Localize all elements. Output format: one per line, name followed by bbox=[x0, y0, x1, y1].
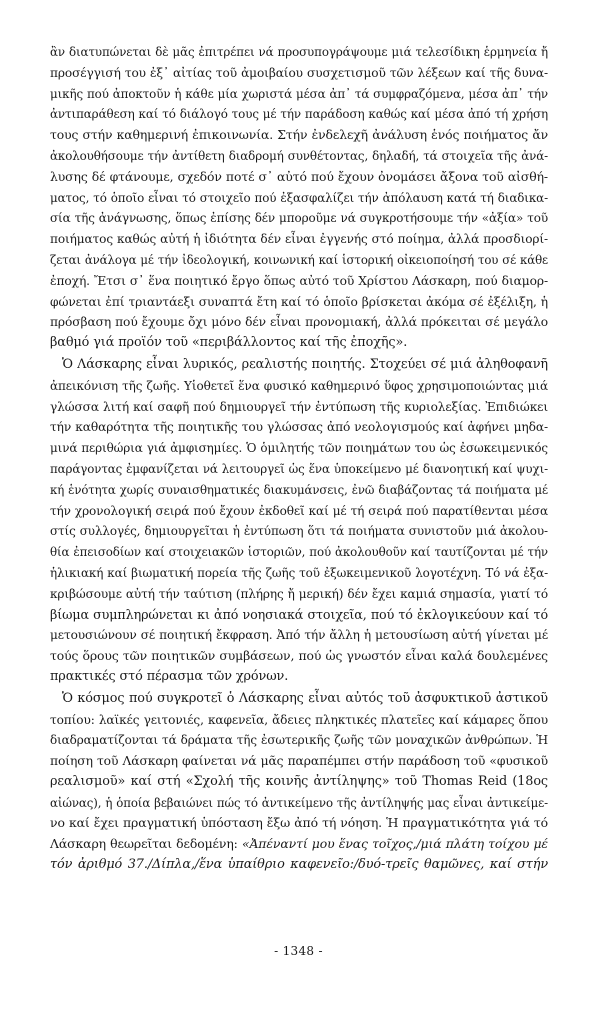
text-line: διαδραματίζονται τά δράματα τῆς ἐσωτερικῆς ζωῆς τῶν μοναχικῶν ἀνθρώπων. Ἡ bbox=[50, 733, 548, 748]
text-line: ποίηση τοῦ Λάσκαρη φαίνεται νά μᾶς παραπέμπει στήν παράδοση τοῦ «φυσικοῦ bbox=[50, 754, 548, 769]
text-line: ἡλικιακή καί βιωματική πορεία τῆς ζωῆς τοῦ ἐξωκειμενικοῦ λογοτέχνη. Τό νά ἐξα- bbox=[50, 565, 548, 580]
text-line: μετουσιώνουν σέ ποιητική ἔκφραση. Ἀπό τήν ἄλλη ἡ μετουσίωση αὐτή γίνεται μέ bbox=[50, 628, 548, 643]
quotation-line: τόν ἀριθμό 37./Δίπλα,/ἕνα ὑπαίθριο καφενεῖο:/δυό-τρεῖς θαμῶνες, καί στήν bbox=[50, 857, 548, 873]
text-line: ποιήματος καθώς αὐτή ἡ ἰδιότητα δέν εἶναι ἐγγενής στό ποίημα, ἀλλά προσδιορί- bbox=[50, 232, 548, 247]
text-line: πρόσβαση πού ἔχουμε ὄχι μόνο δέν εἶναι προνομιακή, ἀλλά πρόκειται σέ μεγάλο bbox=[50, 315, 548, 330]
text-line: ἂν διατυπώνεται δὲ μᾶς ἐπιτρέπει νά προσυπογράψουμε μιά τελεσίδικη ἑρμηνεία ἤ bbox=[50, 45, 548, 59]
quotation-fragment: «Ἀπέναντί μου ἕνας τοῖχος,/μιά πλάτη τοίχου μέ bbox=[241, 836, 548, 852]
text-line: νο καί ἔχει πραγματική ὑπόσταση ἔξω ἀπό τή νόηση. Ἡ πραγματικότητα γιά τό bbox=[50, 815, 548, 831]
text-line: τήν καθαρότητα τῆς ποιητικῆς του γλώσσας ἀπό νεολογισμούς καί ἀφήνει μηδα- bbox=[50, 420, 548, 435]
body-text bbox=[50, 42, 548, 876]
page-number: - 1348 - bbox=[274, 944, 323, 958]
text-line: κή ἑνότητα χωρίς συναισθηματικές διακυμάνσεις, ἐνῶ διαβάζοντας τά ποιήματα μέ bbox=[50, 482, 548, 497]
plain-fragment: Λάσκαρη θεωρεῖται δεδομένη: bbox=[50, 836, 242, 852]
text-line: τήν χρονολογική σειρά πού ἔχουν ἐκδοθεῖ καί μέ τή σειρά πού παρατίθενται μέσα bbox=[50, 503, 548, 518]
text-line: τοπίου: λαϊκές γειτονιές, καφενεῖα, ἄδειες πληκτικές πλατεῖες καί κάμαρες ὅπου bbox=[50, 712, 548, 727]
text-line: ρεαλισμοῦ» καί στή «Σχολή τῆς κοινῆς ἀντίληψης» τοῦ Thomas Reid (18ος bbox=[50, 773, 548, 789]
text-line: πρακτικές στό πέρασμα τῶν χρόνων. bbox=[50, 668, 289, 684]
paragraph-2 bbox=[50, 355, 548, 688]
text-line: τούς ὅρους τῶν ποιητικῶν συμβάσεων, πού ὡς γνωστόν εἶναι καλά δουλεμένες bbox=[50, 648, 548, 664]
text-line: μινά περιθώρια γιά ἀμφισημίες. Ὁ ὁμιλητής τῶν ποιημάτων του ὡς ἐσωκειμενικός bbox=[50, 441, 548, 456]
text-line: στίς συλλογές, δημιουργεῖται ἡ ἐντύπωση ὅτι τά ποιήματα συνιστοῦν μιά ἀκολου- bbox=[50, 524, 548, 539]
text-line: μικῆς πού ἀποκτοῦν ἡ κάθε μία χωριστά μέσα ἀπ᾽ τά συμφραζόμενα, μέσα ἀπ᾽ τήν bbox=[50, 86, 548, 101]
text-line: ἀπεικόνιση τῆς ζωῆς. Υἱοθετεῖ ἕνα φυσικό καθημερινό ὕφος χρησιμοποιώντας μιά bbox=[50, 378, 548, 393]
text-line: σία τῆς ἀνάγνωσης, ὅπως ἐπίσης δέν μποροῦμε νά συγκροτήσουμε τήν «ἀξία» τοῦ bbox=[50, 211, 548, 226]
text-line: γλώσσα λιτή καί σαφῆ πού δημιουργεῖ τήν ἐντύπωση τῆς κυριολεξίας. Ἐπιδιώκει bbox=[50, 399, 548, 414]
text-line: Ὁ κόσμος πού συγκροτεῖ ὁ Λάσκαρης εἶναι αὐτός τοῦ ἀσφυκτικοῦ ἀστικοῦ bbox=[62, 690, 548, 706]
text-line: ἐποχή. Ἔτσι σ᾽ ἕνα ποιητικό ἔργο ὅπως αὐτό τοῦ Χρίστου Λάσκαρη, πού διαμορ- bbox=[50, 273, 548, 288]
text-line: βίωμα συμπληρώνεται κι ἀπό νοησιακά στοιχεῖα, πού τό ἐκλογικεύουν καί τό bbox=[50, 606, 548, 622]
text-line: ματος, τό ὁποῖο εἶναι τό στοιχεῖο πού ἐξασφαλίζει τήν ἀπόλαυση κατά τή διαδικα- bbox=[50, 190, 548, 205]
paragraph-3 bbox=[50, 689, 548, 876]
text-line: βαθμό γιά προϊόν τοῦ «περιβάλλοντος καί τῆς ἐποχῆς». bbox=[50, 335, 408, 351]
text-line: τους στήν καθημερινή ἐπικοινωνία. Στήν ἐνδελεχῆ ἀνάλυση ἑνός ποιήματος ἄν bbox=[50, 127, 548, 143]
text-line: ζεται ἀνάλογα μέ τήν ἰδεολογική, κοινωνική καί ἱστορική οἰκειοποίησή του σέ κάθε bbox=[50, 252, 548, 267]
text-line: φώνεται ἐπί τριαντάεξι συναπτά ἔτη καί τό ὁποῖο βρίσκεται ἀκόμα σέ ἐξέλιξη, ἡ bbox=[50, 294, 548, 309]
text-line: Ὁ Λάσκαρης εἶναι λυρικός, ρεαλιστής ποιητής. Στοχεύει σέ μιά ἀληθοφανῆ bbox=[62, 356, 548, 372]
text-line-mixed bbox=[50, 834, 548, 855]
text-line: κριβώσουμε αὐτή τήν ταύτιση (πλήρης ἤ μερική) δέν ἔχει καμιά σημασία, γιατί τό bbox=[50, 586, 548, 601]
text-line: ἀκολουθήσουμε τήν ἀντίθετη διαδρομή συνθέτοντας, δηλαδή, τά στοιχεῖα τῆς ἀνά- bbox=[50, 148, 548, 163]
text-line: προσέγγισή του ἐξ᾽ αἰτίας τοῦ ἀμοιβαίου συσχετισμοῦ τῶν λέξεων καί τῆς δυνα- bbox=[50, 65, 548, 80]
text-line: ἀντιπαράθεση καί τό διάλογό τους μέ τήν παράδοση καθώς καί μέσα ἀπό τή χρήση bbox=[50, 107, 548, 122]
text-line: παράγοντας ἐμφανίζεται νά λειτουργεῖ ὡς ἕνα ὑποκείμενο μέ διανοητική καί ψυχι- bbox=[50, 461, 548, 476]
text-line: θία ἐπεισοδίων καί στοιχειακῶν ἱστοριῶν, πού ἀκολουθοῦν καί ταυτίζονται μέ τήν bbox=[50, 545, 548, 560]
text-line: αἰώνας), ἡ ὁποία βεβαιώνει πώς τό ἀντικείμενο τῆς ἀντίληψής μας εἶναι ἀντικείμε- bbox=[50, 795, 548, 810]
paragraph-1 bbox=[50, 42, 548, 354]
text-line: λυσης δέ φτάνουμε, σχεδόν ποτέ σ᾽ αὐτό πού ἔχουν ὀνομάσει ἄξονα τοῦ αἰσθή- bbox=[50, 168, 548, 184]
